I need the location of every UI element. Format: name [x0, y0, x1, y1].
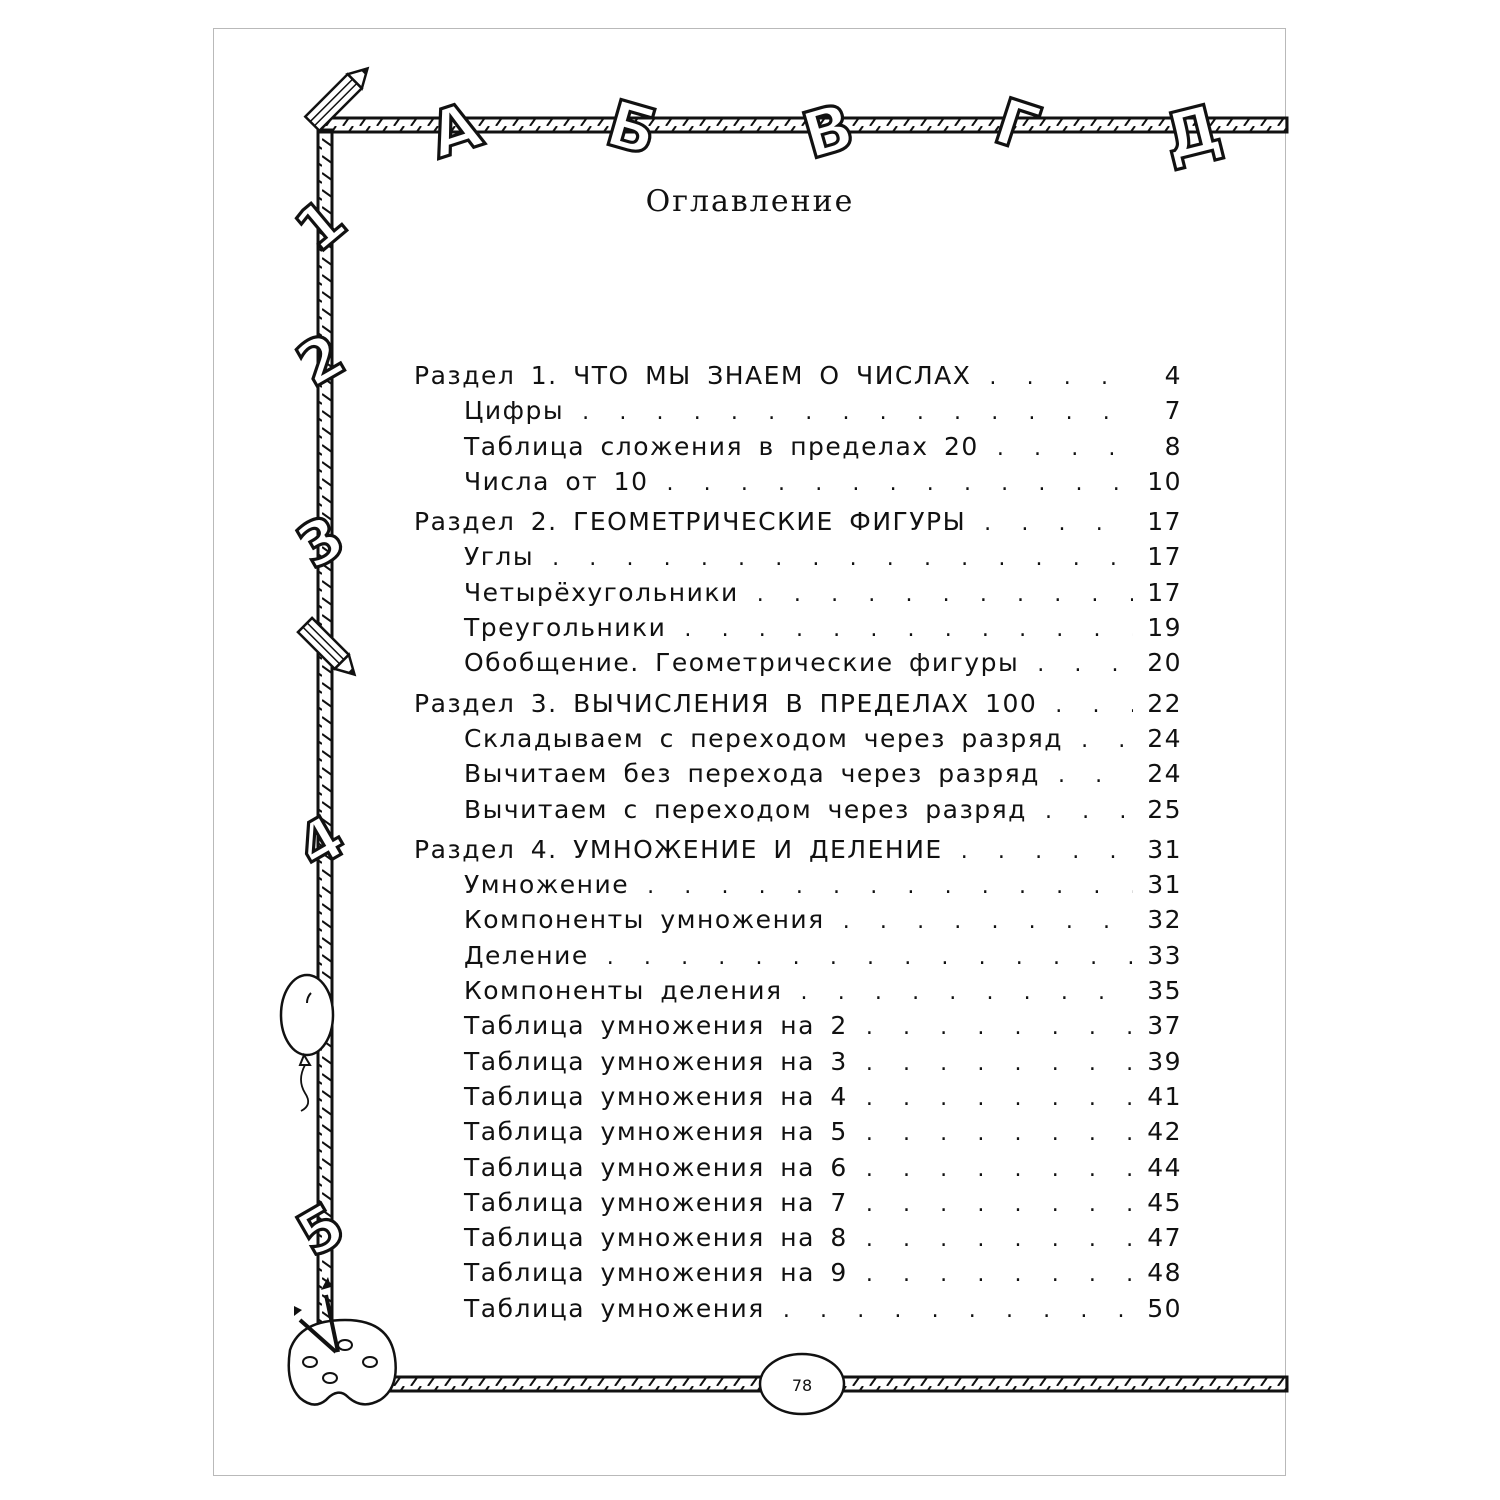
toc-dot-leader — [866, 1152, 1133, 1187]
toc-page-number: 31 — [1147, 870, 1182, 900]
toc-page-number: 48 — [1147, 1258, 1182, 1288]
toc-dot-leader — [866, 1116, 1133, 1151]
toc-page-number: 24 — [1147, 723, 1182, 753]
toc-dot-leader — [684, 612, 1133, 647]
toc-page-number: 41 — [1147, 1081, 1182, 1111]
toc-entry-row — [414, 610, 1182, 645]
toc-dot-leader — [1037, 647, 1133, 682]
toc-page-number: 37 — [1147, 1011, 1182, 1041]
toc-entry-row — [414, 1185, 1182, 1220]
toc-entry-row — [414, 429, 1182, 464]
toc-entry-label: Числа от 10 — [464, 466, 649, 496]
toc-entry-row — [414, 645, 1182, 680]
toc-dot-leader — [843, 904, 1133, 939]
toc-page-number: 19 — [1147, 613, 1182, 643]
toc-page-number: 17 — [1147, 577, 1182, 607]
toc-dot-leader — [667, 466, 1134, 501]
toc-page-number: 45 — [1147, 1187, 1182, 1217]
toc-entry-label: Раздел 2. ГЕОМЕТРИЧЕСКИЕ ФИГУРЫ — [414, 507, 967, 537]
toc-entry-label: Цифры — [464, 396, 565, 426]
toc-section-row — [414, 832, 1182, 867]
toc-entry-row — [414, 1044, 1182, 1079]
toc-page-number: 20 — [1147, 648, 1182, 678]
decor-digit-3: 3 — [285, 501, 357, 584]
toc-dot-leader — [607, 940, 1133, 975]
toc-page-number: 50 — [1147, 1293, 1182, 1323]
toc-page-number: 10 — [1147, 466, 1182, 496]
toc-page-number: 35 — [1147, 976, 1182, 1006]
toc-dot-leader — [1058, 758, 1133, 793]
toc-page-number: 22 — [1147, 688, 1182, 718]
table-of-contents — [414, 358, 1182, 1326]
toc-section-row — [414, 686, 1182, 721]
toc-entry-row — [414, 539, 1182, 574]
toc-page-number: 32 — [1147, 905, 1182, 935]
toc-entry-label: Таблица умножения на 6 — [464, 1152, 848, 1182]
toc-dot-leader — [1045, 794, 1133, 829]
toc-entry-label: Четырёхугольники — [464, 577, 739, 607]
toc-entry-label: Таблица умножения на 9 — [464, 1258, 848, 1288]
decor-letter-g: Г — [985, 85, 1048, 169]
toc-dot-leader — [866, 1081, 1133, 1116]
toc-entry-label: Складываем с переходом через разряд — [464, 723, 1064, 753]
toc-dot-leader — [984, 506, 1133, 541]
toc-entry-label: Таблица умножения на 2 — [464, 1011, 848, 1041]
toc-entry-row — [414, 1255, 1182, 1290]
toc-entry-row — [414, 973, 1182, 1008]
toc-entry-label: Таблица умножения на 8 — [464, 1223, 848, 1253]
toc-entry-row — [414, 1114, 1182, 1149]
toc-entry-row — [414, 464, 1182, 499]
toc-entry-row — [414, 1079, 1182, 1114]
toc-dot-leader — [866, 1257, 1133, 1292]
page-title: Оглавление — [645, 184, 855, 219]
toc-dot-leader — [961, 834, 1133, 869]
toc-entry-row — [414, 1150, 1182, 1185]
toc-entry-label: Обобщение. Геометрические фигуры — [464, 648, 1020, 678]
toc-dot-leader — [866, 1222, 1133, 1257]
toc-dot-leader — [866, 1187, 1133, 1222]
toc-page-number: 42 — [1147, 1117, 1182, 1147]
toc-entry-label: Раздел 3. ВЫЧИСЛЕНИЯ В ПРЕДЕЛАХ 100 — [414, 688, 1038, 718]
toc-entry-label: Деление — [464, 940, 589, 970]
toc-entry-label: Компоненты деления — [464, 976, 783, 1006]
decor-letter-a: А — [420, 88, 491, 175]
toc-entry-row — [414, 867, 1182, 902]
toc-entry-row — [414, 721, 1182, 756]
toc-dot-leader — [866, 1046, 1133, 1081]
toc-dot-leader — [647, 869, 1133, 904]
toc-entry-label: Таблица умножения на 7 — [464, 1187, 848, 1217]
toc-entry-row — [414, 902, 1182, 937]
toc-entry-row — [414, 756, 1182, 791]
toc-dot-leader — [866, 1010, 1133, 1045]
toc-entry-label: Таблица умножения на 5 — [464, 1117, 848, 1147]
toc-dot-leader — [582, 395, 1134, 430]
toc-page-number: 31 — [1147, 834, 1182, 864]
toc-page-number: 33 — [1147, 940, 1182, 970]
palette-icon — [289, 1277, 396, 1405]
toc-entry-row — [414, 575, 1182, 610]
toc-dot-leader — [997, 431, 1134, 466]
toc-section-row — [414, 358, 1182, 393]
toc-entry-label: Углы — [464, 542, 535, 572]
toc-page-number: 4 — [1164, 361, 1182, 390]
toc-entry-row — [414, 393, 1182, 428]
toc-dot-leader — [801, 975, 1134, 1010]
toc-entry-label: Таблица умножения — [464, 1293, 765, 1323]
toc-dot-leader — [783, 1293, 1133, 1328]
toc-dot-leader — [1081, 723, 1133, 758]
toc-section-row — [414, 504, 1182, 539]
toc-entry-label: Таблица умножения на 4 — [464, 1081, 848, 1111]
toc-page-number: 17 — [1147, 507, 1182, 537]
toc-page-number: 47 — [1147, 1223, 1182, 1253]
toc-entry-label: Вычитаем с переходом через разряд — [464, 794, 1027, 824]
toc-entry-row — [414, 1220, 1182, 1255]
toc-entry-row — [414, 938, 1182, 973]
toc-page-number: 8 — [1164, 431, 1182, 461]
toc-dot-leader — [757, 577, 1133, 612]
decor-digit-5: 5 — [285, 1189, 357, 1272]
toc-entry-label: Умножение — [464, 870, 630, 900]
toc-page-number: 39 — [1147, 1046, 1182, 1076]
toc-page-number: 25 — [1147, 794, 1182, 824]
toc-page-number: 44 — [1147, 1152, 1182, 1182]
toc-dot-leader — [1055, 688, 1133, 723]
toc-dot-leader — [989, 360, 1134, 395]
toc-entry-row — [414, 792, 1182, 827]
toc-entry-row — [414, 1291, 1182, 1326]
toc-page-number: 17 — [1147, 542, 1182, 572]
toc-dot-leader — [552, 541, 1133, 576]
decor-letter-d: Д — [1155, 90, 1229, 177]
decor-digit-4: 4 — [285, 801, 357, 884]
toc-page-number: 7 — [1164, 396, 1182, 426]
toc-entry-label: Таблица сложения в пределах 20 — [464, 431, 979, 461]
toc-entry-label: Вычитаем без перехода через разряд — [464, 759, 1040, 789]
decor-letter-v: В — [794, 89, 863, 175]
toc-entry-label: Треугольники — [464, 613, 667, 643]
toc-entry-label: Компоненты умножения — [464, 905, 825, 935]
toc-entry-label: Раздел 4. УМНОЖЕНИЕ И ДЕЛЕНИЕ — [414, 834, 943, 864]
page-number: 78 — [791, 1375, 813, 1395]
toc-entry-row — [414, 1008, 1182, 1043]
toc-page-number: 24 — [1147, 759, 1182, 789]
decor-letter-b: Б — [598, 87, 666, 172]
toc-entry-label: Раздел 1. ЧТО МЫ ЗНАЕМ О ЧИСЛАХ — [414, 361, 972, 390]
toc-entry-label: Таблица умножения на 3 — [464, 1046, 848, 1076]
decor-digit-2: 2 — [285, 319, 357, 402]
decor-digit-1: 1 — [282, 185, 360, 266]
